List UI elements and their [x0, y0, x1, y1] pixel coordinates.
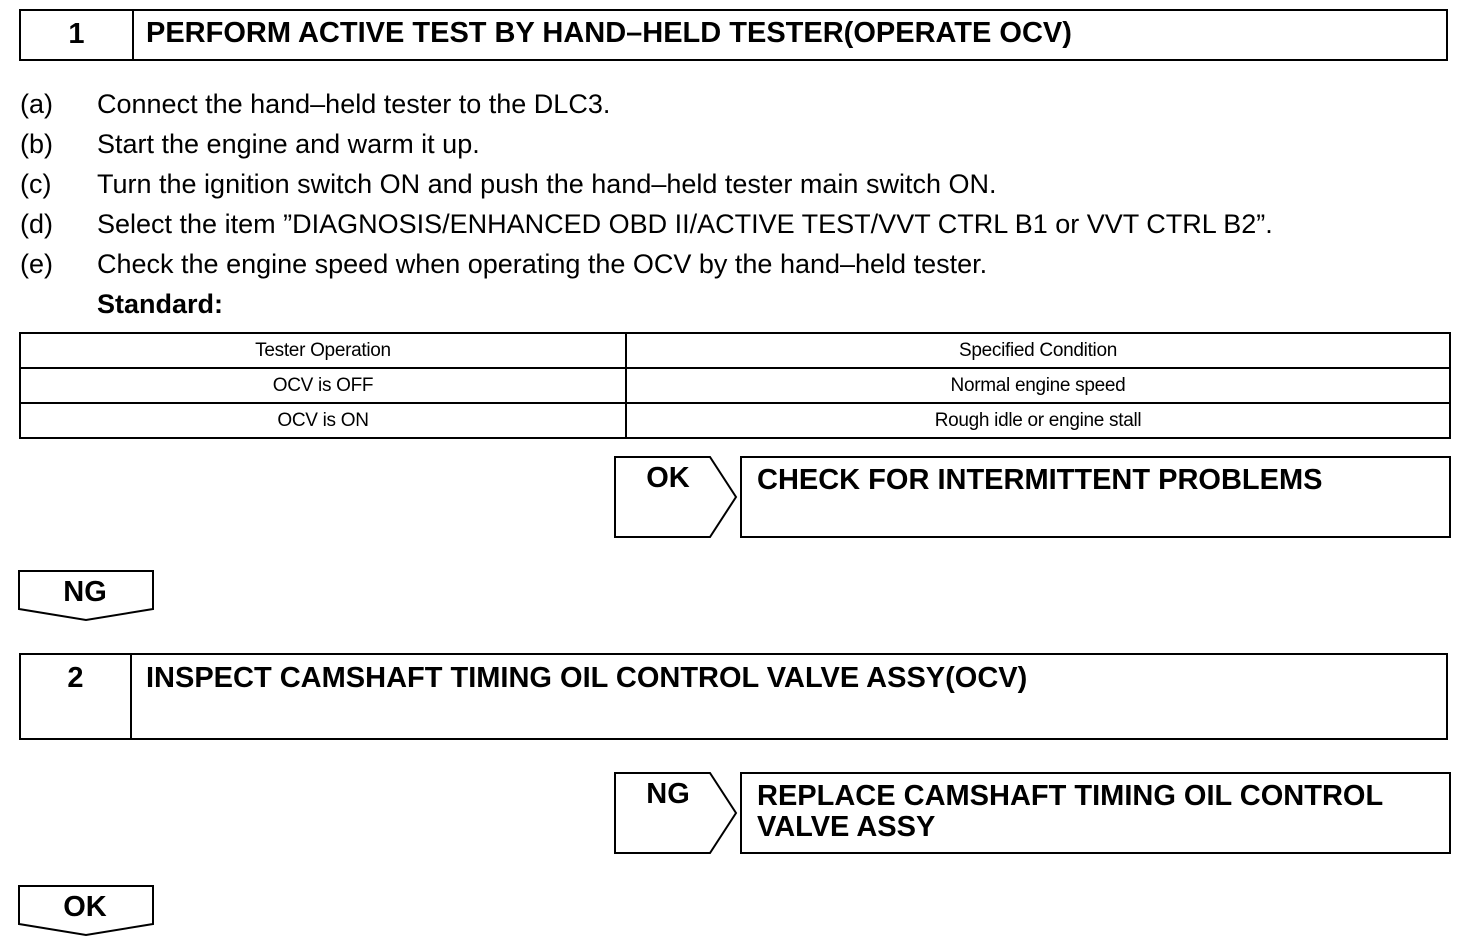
table-cell: Rough idle or engine stall: [626, 403, 1450, 438]
ok-branch-label: OK: [646, 462, 690, 494]
table-header-cell: Specified Condition: [626, 333, 1450, 368]
table-row: [20, 368, 1450, 403]
ng-result-box: [740, 772, 1451, 854]
ok-result-text: CHECK FOR INTERMITTENT PROBLEMS: [757, 464, 1323, 496]
step-1-number: 1: [21, 11, 134, 59]
ng-down-arrow: [18, 570, 156, 622]
instruction-d-text: Select the item ”DIAGNOSIS/ENHANCED OBD II/ACTIVE TEST/VVT CTRL B1 or VVT CTRL B2”.: [97, 209, 1273, 239]
table-row: [20, 403, 1450, 438]
ok-result-box: [740, 456, 1451, 538]
instruction-b: [20, 124, 480, 164]
ok-branch-arrow: [614, 456, 738, 540]
instruction-d: [20, 204, 1273, 244]
ng-branch-arrow: [614, 772, 738, 856]
instruction-c-label: (c): [20, 169, 52, 199]
step-2-title: INSPECT CAMSHAFT TIMING OIL CONTROL VALVE ASSY(OCV): [146, 662, 1028, 694]
ng-result-line-1: REPLACE CAMSHAFT TIMING OIL CONTROL: [757, 780, 1384, 812]
instruction-a-text: Connect the hand–held tester to the DLC3.: [97, 89, 611, 119]
instruction-d-label: (d): [20, 209, 53, 239]
instruction-e-text: Check the engine speed when operating the OCV by the hand–held tester.: [97, 249, 988, 279]
ok-down-label: OK: [63, 891, 107, 923]
instruction-e: [20, 244, 987, 284]
step-1-header: [19, 9, 1448, 61]
instruction-c: [20, 164, 996, 204]
step-2-header: [19, 653, 1448, 740]
table-cell: OCV is ON: [20, 403, 626, 438]
instruction-b-label: (b): [20, 129, 53, 159]
ng-result-line-2: VALVE ASSY: [757, 811, 936, 843]
step-1-title: PERFORM ACTIVE TEST BY HAND–HELD TESTER(OPERATE OCV): [146, 17, 1072, 49]
table-cell: OCV is OFF: [20, 368, 626, 403]
instruction-a: [20, 84, 610, 124]
standard-label: Standard:: [97, 289, 224, 319]
instruction-e-label: (e): [20, 249, 53, 279]
table-header-row: [20, 333, 1450, 368]
instruction-b-text: Start the engine and warm it up.: [97, 129, 480, 159]
ng-down-label: NG: [63, 576, 107, 608]
ng-branch-label: NG: [646, 778, 690, 810]
ok-down-arrow: [18, 885, 156, 937]
spec-table: [19, 332, 1451, 439]
step-2-number: 2: [21, 655, 132, 738]
table-cell: Normal engine speed: [626, 368, 1450, 403]
table-header-cell: Tester Operation: [20, 333, 626, 368]
instruction-c-text: Turn the ignition switch ON and push the hand–held tester main switch ON.: [97, 169, 997, 199]
instruction-a-label: (a): [20, 89, 53, 119]
